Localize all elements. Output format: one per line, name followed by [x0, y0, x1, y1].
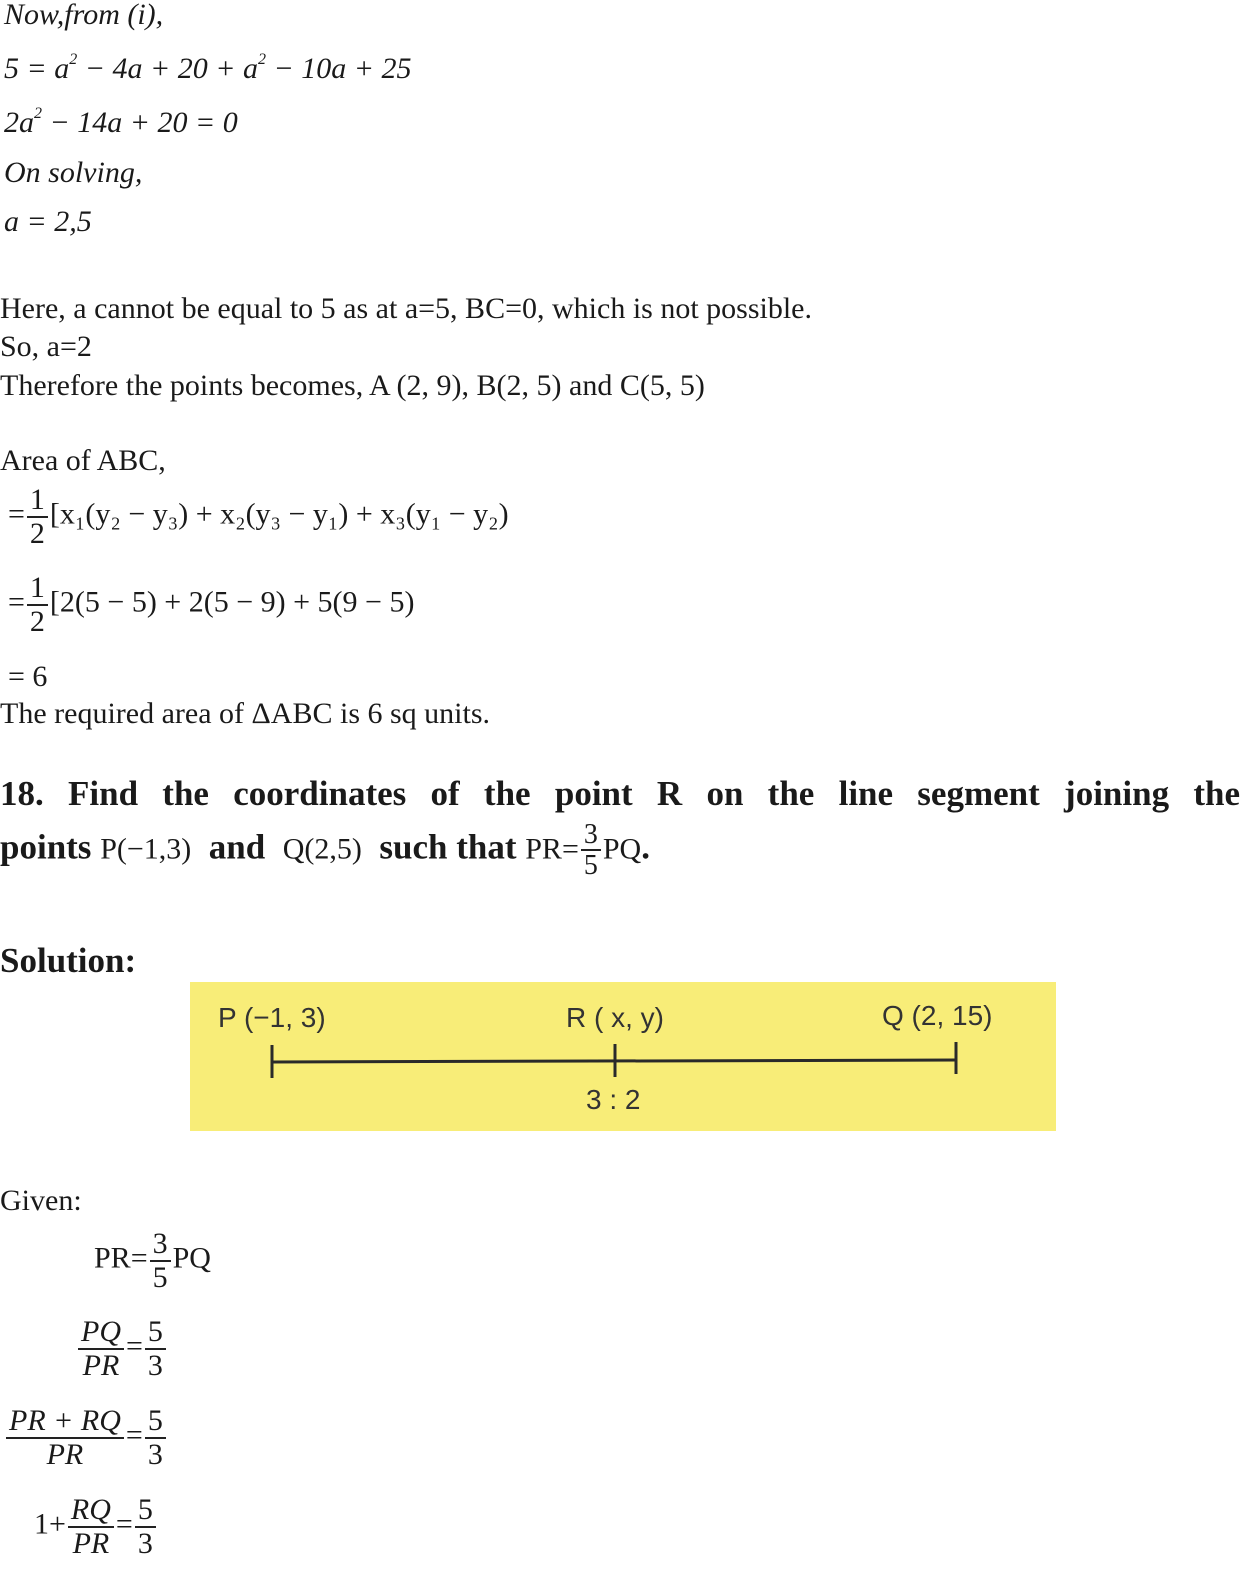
question-heading: 18. Find the coordinates of the point R on the line segment joining the	[0, 774, 1240, 813]
point-p-label: P (−1, 3)	[218, 1002, 326, 1033]
paragraph: So, a=2	[0, 330, 92, 363]
given-label: Given:	[0, 1184, 82, 1217]
point-q-label: Q (2, 15)	[882, 1000, 993, 1031]
paragraph: The required area of ΔABC is 6 sq units.	[0, 697, 491, 730]
equation: a = 2,5	[4, 205, 92, 238]
ratio-equation: 1+ $\frac{RQ}{PR}$ = $\frac{5}{3}$	[34, 1494, 158, 1559]
equation: $2a^2 - 14a + 20 = 0$	[4, 105, 238, 139]
question-heading-line2: points P(−1,3) and Q(2,5) such that PR= $\frac{3}{5}$ PQ.	[0, 819, 650, 882]
area-formula: = $\frac{1}{2}$ [x₁(y₂ − y₃) + x₂(y₃ − y₁) + x₃(y₁ − y₂)	[8, 483, 509, 550]
line-segment-diagram	[190, 982, 1056, 1131]
area-substitution: = $\frac{1}{2}$ [2(5 − 5) + 2(5 − 9) + 5(9 − 5)	[8, 571, 415, 638]
given-equation: PR= $\frac{3}{5}$ PQ	[94, 1227, 211, 1294]
ratio-equation: $\frac{PQ}{PR}$ = $\frac{5}{3}$	[76, 1316, 168, 1381]
paragraph: Area of ABC,	[0, 444, 166, 477]
ratio-equation: $\frac{PR + RQ}{PR}$ = $\frac{5}{3}$	[4, 1405, 168, 1470]
solution-heading: Solution:	[0, 941, 137, 980]
text-line: On solving,	[4, 156, 143, 189]
point-r-label: R ( x, y)	[566, 1002, 664, 1033]
ratio-label: 3 : 2	[586, 1084, 641, 1115]
paragraph: Here, a cannot be equal to 5 as at a=5, BC=0, which is not possible.	[0, 292, 812, 325]
result: = 6	[8, 660, 48, 693]
equation: $5 = a^2 - 4a + 20 + a^2 - 10a + 25$	[4, 51, 412, 85]
text-line: Now,from (i),	[4, 0, 164, 31]
paragraph: Therefore the points becomes, A (2, 9), B(2, 5) and C(5, 5)	[0, 369, 705, 402]
